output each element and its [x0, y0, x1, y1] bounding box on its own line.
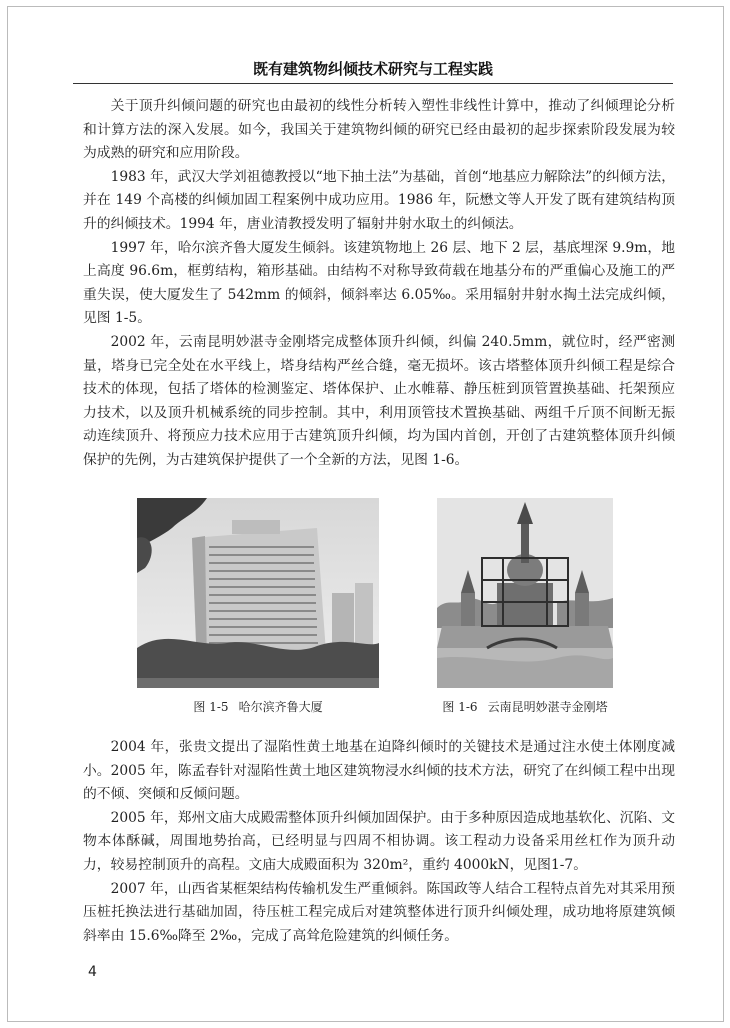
pagoda-photo [437, 498, 613, 688]
figures-row [83, 498, 675, 720]
figure-caption [137, 698, 379, 715]
figure-number: 图 1-5 [193, 700, 229, 714]
paragraph: 1983 年，武汉大学刘祖德教授以“地下抽土法”为基础，首创“地基应力解除法”的纠倾方法，并在 149 个高楼的纠倾加固工程案例中成功应用。1986 年，阮懋文等人开发了既有建筑结构顶升的纠倾技术。1994 年，唐业清教授发明了辐射井射水取土的纠倾法。 [83, 168, 675, 232]
body-text-bottom [83, 736, 675, 948]
paragraph: 关于顶升纠倾问题的研究也由最初的线性分析转入塑性非线性计算中，推动了纠倾理论分析和计算方法的深入发展。如今，我国关于建筑物纠倾的研究已经由最初的起步探索阶段发展为较为成熟的研究和应用阶段。 [83, 98, 675, 162]
figure-caption [437, 698, 613, 715]
page-number: 4 [88, 964, 97, 980]
body-text-top [83, 95, 675, 473]
figure-title: 哈尔滨齐鲁大厦 [238, 700, 323, 714]
paragraph: 2007 年，山西省某框架结构传输机发生严重倾斜。陈国政等人结合工程特点首先对其采用预压桩托换法进行基础加固，待压桩工程完成后对建筑整体进行顶升纠倾处理，成功地将原建筑倾斜率由 15.6‰降至 2‰，完成了高耸危险建筑的纠倾任务。 [83, 880, 675, 944]
building-photo [137, 498, 379, 688]
paragraph: 2004 年，张贵文提出了湿陷性黄土地基在迫降纠倾时的关键技术是通过注水使土体刚度减小。2005 年，陈孟春针对湿陷性黄土地区建筑物浸水纠倾的技术方法，研究了在纠倾工程中出现的不倾、突倾和反倾问题。 [83, 739, 675, 803]
figure-1-5 [137, 498, 379, 715]
paragraph: 2005 年，郑州文庙大成殿需整体顶升纠倾加固保护。由于多种原因造成地基软化、沉陷、文物本体酥碱，周围地势抬高，已经明显与四周不相协调。该工程动力设备采用丝杠作为顶升动力，较易控制顶升的高程。文庙大成殿面积为 320m²，重约 4000kN，见图1-7。 [83, 809, 675, 873]
figure-1-6 [437, 498, 613, 715]
figure-number: 图 1-6 [442, 700, 478, 714]
running-header: 既有建筑物纠倾技术研究与工程实践 [252, 60, 493, 78]
paragraph: 1997 年，哈尔滨齐鲁大厦发生倾斜。该建筑物地上 26 层、地下 2 层，基底埋深 9.9m，地上高度 96.6m，框剪结构，箱形基础。由结构不对称导致荷载在地基分布的严重偏心及施工的严重失误，使大厦发生了 542mm 的倾斜，倾斜率达 6.05‰。采用辐射井射水掏土法完成纠倾，见图 1-5。 [83, 239, 675, 327]
header-rule [73, 83, 673, 84]
paragraph: 2002 年，云南昆明妙湛寺金刚塔完成整体顶升纠倾，纠偏 240.5mm，就位时，经严密测量，塔身已完全处在水平线上，塔身结构严丝合缝，毫无损坏。该古塔整体顶升纠倾工程是综合技术的体现，包括了塔体的检测鉴定、塔体保护、止水帷幕、静压桩到顶管置换基础、托架预应力技术，以及顶升机械系统的同步控制。其中，利用顶管技术置换基础、两组千斤顶不间断无振动连续顶升、将预应力技术应用于古建筑顶升纠倾，均为国内首创，开创了古建筑整体顶升纠倾保护的先例，为古建筑保护提供了一个全新的方法，见图 1-6。 [83, 333, 675, 468]
figure-title: 云南昆明妙湛寺金刚塔 [487, 700, 608, 714]
